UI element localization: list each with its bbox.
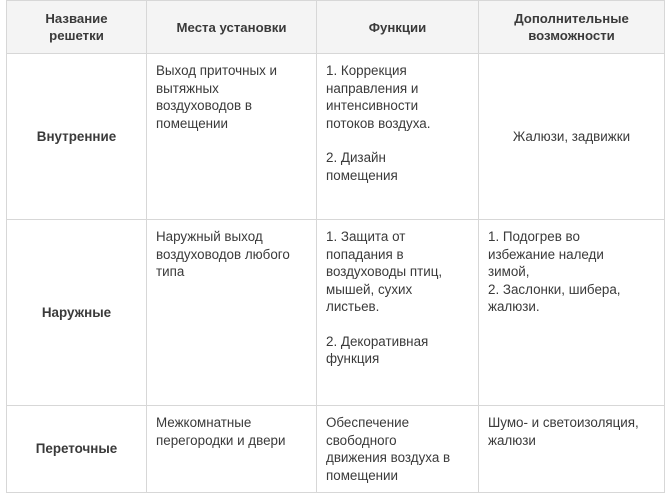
grille-name: Переточные xyxy=(35,441,118,457)
extra-features-cell xyxy=(479,406,665,493)
header-row xyxy=(7,1,665,54)
extra-features-text: 1. Подогрев во избежание наледи зимой, 2. Заслонки, шибера, жалюзи. xyxy=(488,229,621,314)
table-row-internal xyxy=(7,54,665,220)
install-places-cell xyxy=(147,406,317,493)
table-header xyxy=(7,1,665,54)
function-item: 1. Коррекция направления и интенсивности потоков воздуха. xyxy=(326,63,431,131)
install-places-text: Выход приточных и вытяжных воздуховодов в помещении xyxy=(156,63,277,131)
header-extra-features-text: Дополнительные возможности xyxy=(514,11,629,43)
functions-cell xyxy=(317,54,479,220)
install-places-cell xyxy=(147,54,317,220)
grille-name-cell xyxy=(7,220,147,406)
functions-cell xyxy=(317,220,479,406)
extra-features-cell xyxy=(479,54,665,220)
function-item: 2. Декоративная функция xyxy=(326,333,429,366)
grille-name: Наружные xyxy=(41,304,112,320)
grille-name: Внутренние xyxy=(36,128,117,144)
extra-features-text: Шумо- и светоизоляция, жалюзи xyxy=(488,415,639,448)
header-extra-features xyxy=(479,1,665,54)
extra-features-text: Жалюзи, задвижки xyxy=(512,128,631,144)
grille-types-table xyxy=(6,0,665,493)
extra-features-cell xyxy=(479,220,665,406)
function-item: Обеспечение свободного движения воздуха в помещении xyxy=(326,415,451,483)
functions-cell xyxy=(317,406,479,493)
install-places-cell xyxy=(147,220,317,406)
header-functions xyxy=(317,1,479,54)
table-row-transfer xyxy=(7,406,665,493)
grille-name-cell xyxy=(7,54,147,220)
header-grille-name-text: Название решетки xyxy=(45,11,108,43)
header-install-places xyxy=(147,1,317,54)
install-places-text: Наружный выход воздуховодов любого типа xyxy=(156,229,290,279)
function-item: 1. Защита от попадания в воздуховоды птиц, мышей, сухих листьев. xyxy=(326,229,443,314)
table-row-external xyxy=(7,220,665,406)
function-item: 2. Дизайн помещения xyxy=(326,150,398,183)
grille-name-cell xyxy=(7,406,147,493)
header-install-places-text: Места установки xyxy=(176,19,287,35)
install-places-text: Межкомнатные перегородки и двери xyxy=(156,415,286,448)
header-functions-text: Функции xyxy=(368,19,427,35)
header-grille-name xyxy=(7,1,147,54)
